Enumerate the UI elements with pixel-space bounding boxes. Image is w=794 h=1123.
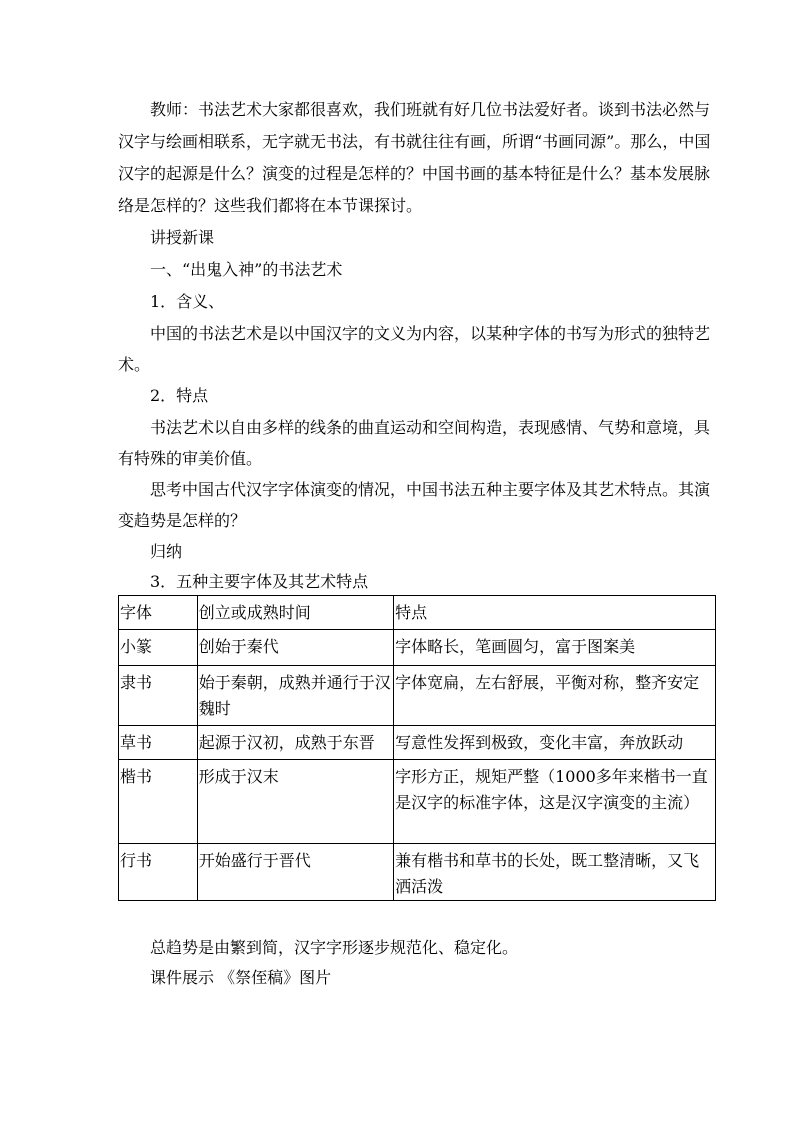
table-cell: 始于秦朝，成熟并通行于汉魏时 [197,666,393,726]
table-row [119,844,716,901]
new-lesson-heading: 讲授新课 [150,228,215,247]
features-paragraph: 书法艺术以自由多样的线条的曲直运动和空间构造，表现感情、气势和意境，具有特殊的审美价值。 [118,418,711,468]
script-styles-table [118,595,716,901]
table-header-row [119,596,716,630]
table-cell: 写意性发挥到极致，变化丰富，奔放跃动 [394,726,716,760]
summary-label: 归纳 [150,542,183,561]
section-one-heading: 一、“出鬼入神”的书法艺术 [150,260,343,279]
table-row [119,726,716,760]
table-cell: 字体宽扁，左右舒展，平衡对称，整齐安定 [394,666,716,726]
table-header-cell: 创立或成熟时间 [197,596,393,630]
table-cell: 草书 [119,726,198,760]
trend-paragraph: 总趋势是由繁到简，汉字字形逐步规范化、稳定化。 [150,938,519,957]
intro-paragraph: 教师：书法艺术大家都很喜欢，我们班就有好几位书法爱好者。谈到书法必然与汉字与绘画相联系，无字就无书法，有书就往往有画，所谓“书画同源”。那么，中国汉字的起源是什么？演变的过程是怎样的？中国书画的基本特征是什么？基本发展脉络是怎样的？这些我们都将在本节课探讨。 [118,100,711,215]
table-cell: 字形方正，规矩严整（1000多年来楷书一直是汉字的标准字体，这是汉字演变的主流） [394,760,716,844]
item-3-heading: 3．五种主要字体及其艺术特点 [150,572,369,591]
table-cell: 开始盛行于晋代 [197,844,393,901]
table-row [119,630,716,666]
table-cell: 创始于秦代 [197,630,393,666]
item-1-heading: 1．含义、 [150,292,225,311]
table-cell: 形成于汉末 [197,760,393,844]
item-2-heading: 2．特点 [150,386,209,405]
table-cell: 隶书 [119,666,198,726]
table-cell: 兼有楷书和草书的长处，既工整清晰，又飞洒活泼 [394,844,716,901]
table-cell: 小篆 [119,630,198,666]
courseware-paragraph: 课件展示 《祭侄稿》图片 [150,968,332,987]
table-cell: 楷书 [119,760,198,844]
table-header-cell: 字体 [119,596,198,630]
table-header-cell: 特点 [394,596,716,630]
table-cell: 起源于汉初，成熟于东晋 [197,726,393,760]
table-row [119,666,716,726]
table-row [119,760,716,844]
table-cell: 行书 [119,844,198,901]
definition-paragraph: 中国的书法艺术是以中国汉字的文义为内容，以某种字体的书写为形式的独特艺术。 [118,324,711,374]
question-paragraph: 思考中国古代汉字字体演变的情况，中国书法五种主要字体及其艺术特点。其演变趋势是怎样的？ [118,480,711,530]
table-cell: 字体略长，笔画圆匀，富于图案美 [394,630,716,666]
